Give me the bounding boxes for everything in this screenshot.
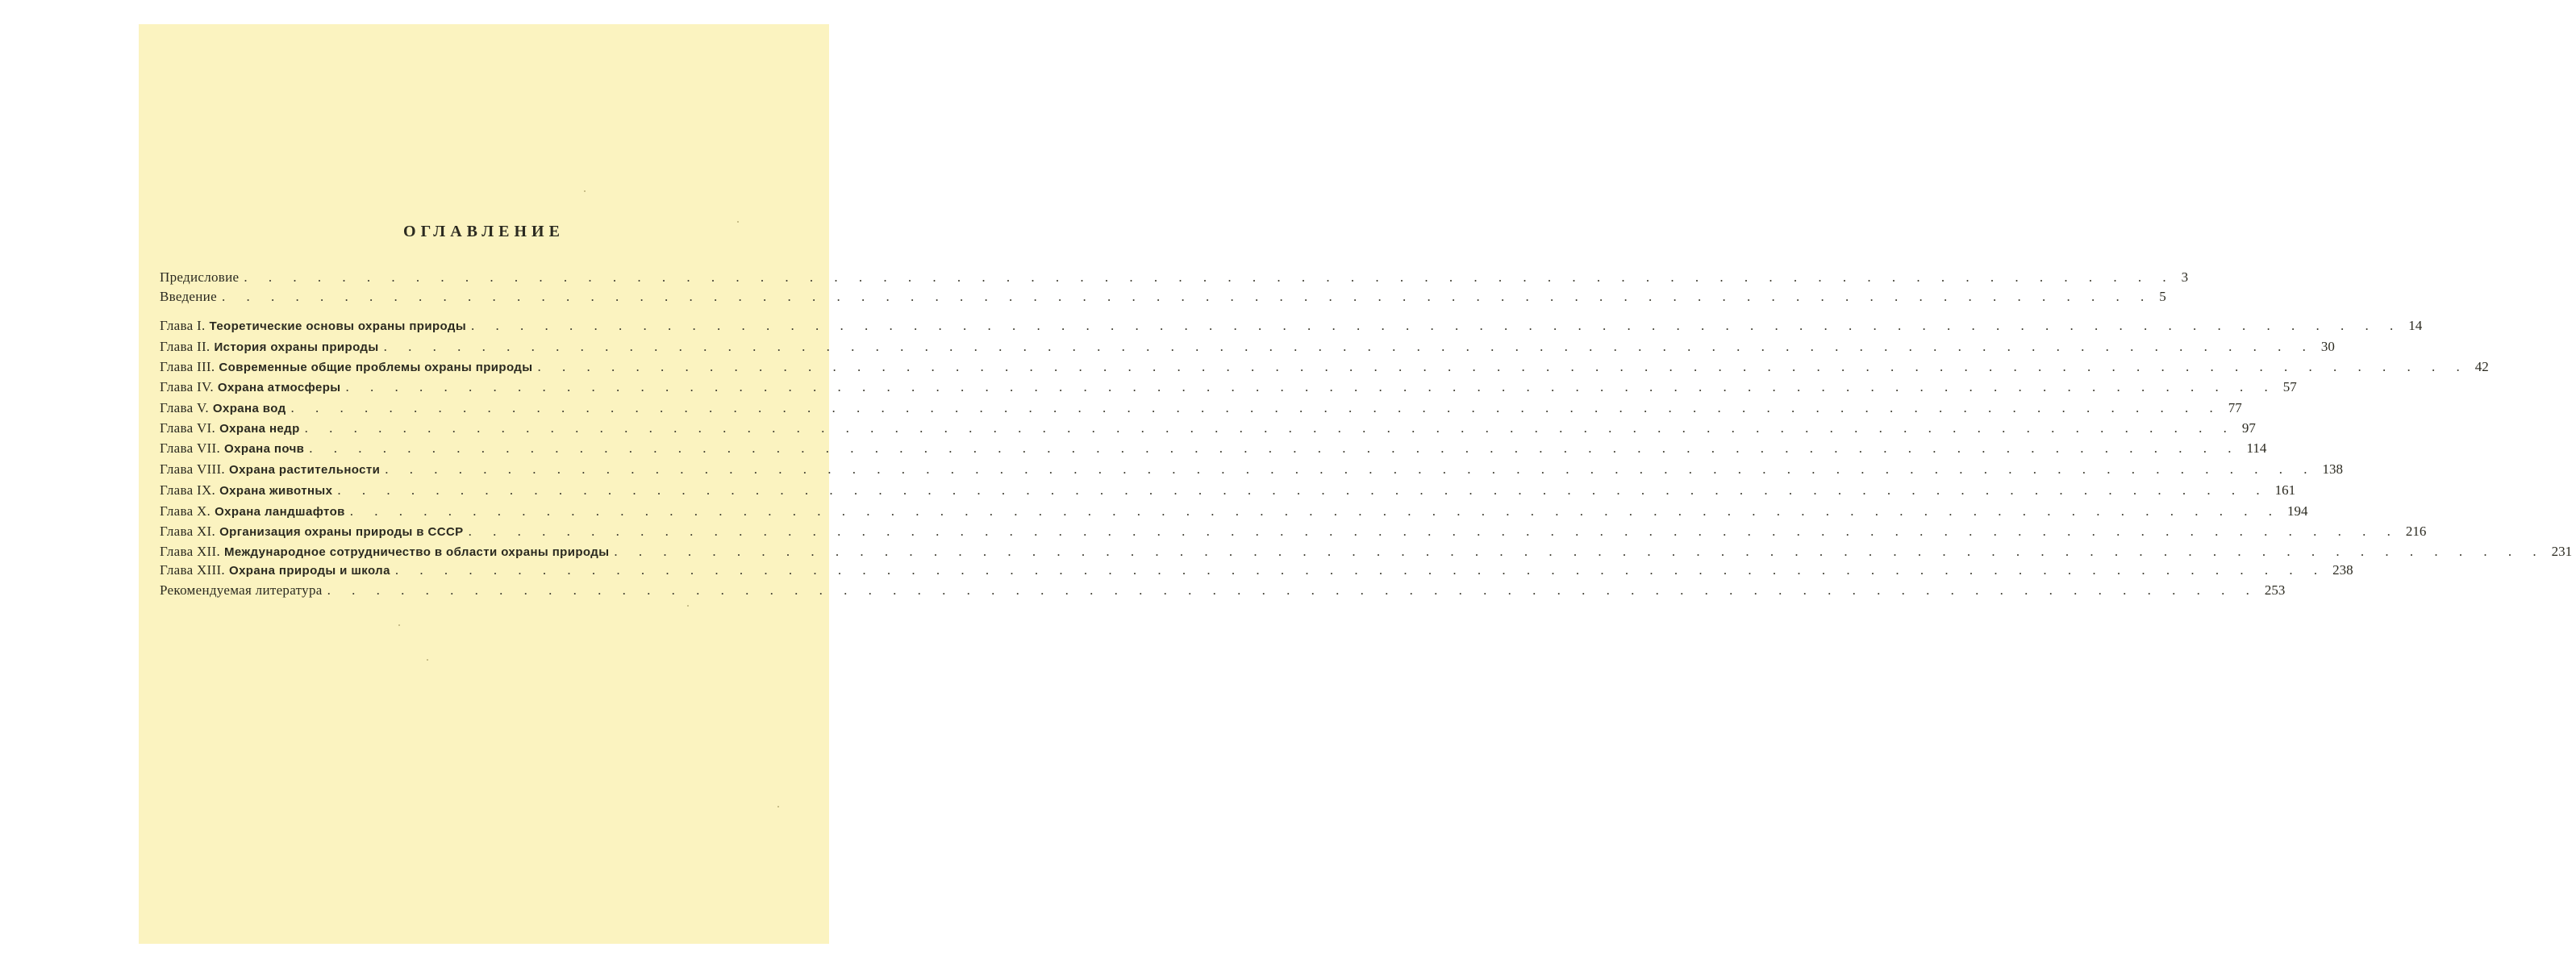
- leader-dots: [471, 318, 2402, 334]
- toc-page-number: 5: [2159, 289, 2166, 304]
- toc-entry-chapter-1: [160, 318, 2423, 336]
- leader-dots: [614, 544, 2545, 560]
- toc-entry-chapter-9: [160, 482, 2296, 500]
- toc-entry-title: Современные общие проблемы охраны природы: [219, 361, 533, 374]
- toc-entry-chapter-11: [160, 524, 2427, 541]
- leader-dots: [291, 400, 2222, 416]
- toc-entry-chapter-2: [160, 339, 2335, 357]
- toc-entry-title: Охрана вод: [212, 402, 286, 415]
- toc-page-number: 3: [2181, 269, 2189, 285]
- leader-dots: [337, 482, 2268, 499]
- toc-chapter-number: Глава VII.: [160, 440, 221, 456]
- toc-chapter-number: Глава XI.: [160, 524, 216, 539]
- toc-page-number: 14: [2408, 318, 2423, 333]
- leader-dots: [395, 562, 2326, 578]
- toc-chapter-number: Глава II.: [160, 339, 210, 354]
- toc-chapter-number: Глава VIII.: [160, 461, 225, 477]
- toc-entry-title: Охрана растительности: [229, 463, 381, 477]
- toc-chapter-number: Глава XIII.: [160, 562, 225, 578]
- toc-chapter-number: Глава III.: [160, 359, 215, 374]
- toc-entry-title: Охрана природы и школа: [229, 564, 390, 578]
- toc-entry-preface: [160, 269, 2189, 287]
- toc-entry-chapter-12: [160, 544, 2573, 561]
- toc-page-number: 216: [2405, 524, 2427, 539]
- toc-entry-chapter-5: [160, 400, 2242, 418]
- leader-dots: [305, 420, 2236, 436]
- leader-dots: [244, 269, 2174, 286]
- toc-page-number: 231: [2551, 544, 2573, 559]
- leader-dots: [384, 339, 2315, 355]
- toc-page-number: 97: [2241, 420, 2256, 436]
- leader-dots: [385, 461, 2315, 478]
- page-title: ОГЛАВЛЕНИЕ: [403, 223, 565, 240]
- toc-page-number: 253: [2264, 582, 2286, 598]
- toc-page-number: 114: [2246, 440, 2267, 456]
- toc-entry-introduction: [160, 289, 2166, 307]
- toc-entry-title: Охрана почв: [224, 442, 305, 456]
- leader-dots: [327, 582, 2258, 599]
- toc-chapter-number: Глава IV.: [160, 379, 214, 394]
- leader-dots: [537, 359, 2468, 375]
- toc-entry-title: Рекомендуемая литература: [160, 582, 323, 598]
- toc-entry-title: Введение: [160, 289, 217, 304]
- toc-entry-title: Охрана животных: [219, 484, 333, 498]
- toc-chapter-number: Глава V.: [160, 400, 209, 415]
- toc-entry-bibliography: [160, 582, 2286, 600]
- toc-entry-title: Охрана ландшафтов: [215, 505, 345, 519]
- toc-page-number: 57: [2282, 379, 2297, 394]
- toc-entry-chapter-6: [160, 420, 2256, 438]
- toc-entry-title: Охрана атмосферы: [217, 381, 341, 394]
- toc-entry-title: Организация охраны природы в СССР: [219, 525, 464, 539]
- toc-entry-chapter-4: [160, 379, 2297, 397]
- toc-entry-chapter-3: [160, 359, 2489, 377]
- toc-entry-title: История охраны природы: [214, 340, 379, 354]
- toc-entry-chapter-10: [160, 503, 2308, 521]
- toc-chapter-number: Глава I.: [160, 318, 206, 333]
- toc-chapter-number: Глава IX.: [160, 482, 216, 498]
- toc-chapter-number: Глава XII.: [160, 544, 221, 559]
- toc-page-number: 77: [2228, 400, 2242, 415]
- book-page: [139, 24, 2573, 944]
- toc-chapter-number: Глава VI.: [160, 420, 216, 436]
- toc-page-number: 42: [2474, 359, 2489, 374]
- toc-chapter-number: Глава X.: [160, 503, 211, 519]
- toc-entry-title: Международное сотрудничество в области охраны природы: [224, 545, 610, 559]
- leader-dots: [309, 440, 2240, 457]
- toc-page-number: 30: [2320, 339, 2335, 354]
- leader-dots: [350, 503, 2281, 519]
- toc-page-number: 161: [2274, 482, 2296, 498]
- toc-entry-title: Теоретические основы охраны природы: [209, 319, 467, 333]
- leader-dots: [222, 289, 2153, 305]
- toc-page-number: 194: [2287, 503, 2308, 519]
- toc-entry-chapter-7: [160, 440, 2267, 458]
- toc-entry-title: Охрана недр: [219, 422, 300, 436]
- toc-entry-chapter-8: [160, 461, 2344, 479]
- leader-dots: [346, 379, 2277, 395]
- leader-dots: [469, 524, 2399, 540]
- toc-page-number: 238: [2332, 562, 2353, 578]
- toc-entry-chapter-13: [160, 562, 2353, 580]
- toc-entry-title: Предисловие: [160, 269, 240, 285]
- toc-page-number: 138: [2322, 461, 2344, 477]
